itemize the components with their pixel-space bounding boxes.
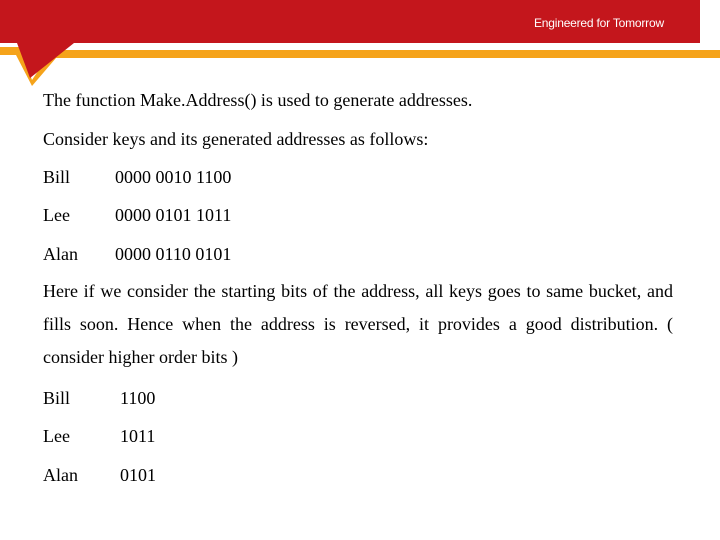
table1-key: Alan <box>43 244 78 264</box>
table1-address: 0000 0010 1100 <box>115 167 232 187</box>
table1-row-bill <box>43 166 231 188</box>
table1-address: 0000 0110 0101 <box>115 244 232 264</box>
table2-key: Alan <box>43 465 78 485</box>
table1-row-alan <box>43 243 231 265</box>
table1-key: Lee <box>43 205 70 225</box>
header-tagline: Engineered for Tomorrow <box>534 16 664 30</box>
table1-key: Bill <box>43 167 71 187</box>
explanation-paragraph: Here if we consider the starting bits of the address, all keys goes to same bucket, and fills soon. Hence when the address is reversed, it provides a good distribution. ( consider higher order bits ) <box>43 281 673 367</box>
table2-bits: 1011 <box>120 426 156 446</box>
header-accent-band <box>0 47 720 86</box>
table2-row-lee <box>43 425 155 447</box>
table1-row-lee <box>43 204 231 226</box>
table1-address: 0000 0101 1011 <box>115 205 232 225</box>
intro-line-2: Consider keys and its generated addresses as follows: <box>43 129 429 149</box>
table2-key: Lee <box>43 426 70 446</box>
table2-key: Bill <box>43 388 71 408</box>
table2-row-bill <box>43 387 155 409</box>
table2-row-alan <box>43 464 156 486</box>
header-banner <box>0 0 720 90</box>
table2-bits: 0101 <box>120 465 156 485</box>
header-red-bar <box>0 0 700 78</box>
table2-bits: 1100 <box>120 388 156 408</box>
intro-line-1: The function Make.Address() is used to generate addresses. <box>43 90 473 110</box>
